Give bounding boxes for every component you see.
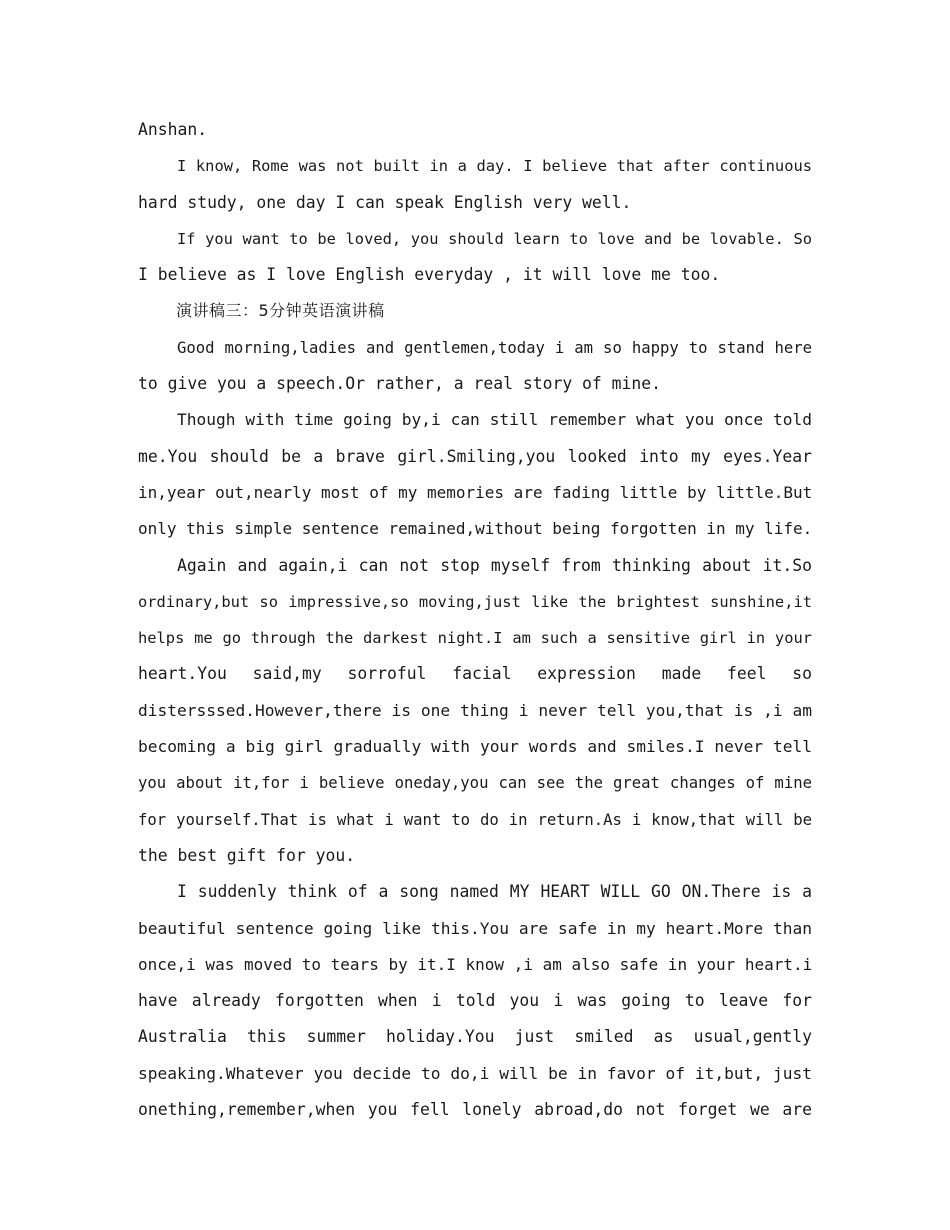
section-heading: 演讲稿三：5分钟英语演讲稿 <box>176 301 385 321</box>
text-line: I suddenly think of a song named MY HEART WILL GO ON.There is a <box>177 882 812 902</box>
document-page <box>138 112 812 1128</box>
text-line: hard study, one day I can speak English very well. <box>138 192 632 212</box>
text-line: I believe as I love English everyday , it will love me too. <box>138 265 721 285</box>
text-line: I know, Rome was not built in a day. I believe that after continuous <box>177 157 812 176</box>
text-line: becoming a big girl gradually with your words and smiles.I never tell <box>138 737 812 757</box>
text-line: Though with time going by,i can still remember what you once told <box>177 410 812 430</box>
text-line: for yourself.That is what i want to do in return.As i know,that will be <box>138 810 812 829</box>
text-line: have already forgotten when i told you i was going to leave for <box>138 991 812 1011</box>
text-line: distersssed.However,there is one thing i never tell you,that is ,i am <box>138 700 812 720</box>
text-line: you about it,for i believe oneday,you can see the great changes of mine <box>138 774 812 793</box>
text-line: If you want to be loved, you should learn to love and be lovable. So <box>177 229 812 248</box>
text-line: speaking.Whatever you decide to do,i will be in favor of it,but, just <box>138 1063 812 1083</box>
text-line: in,year out,nearly most of my memories are fading little by little.But <box>138 482 813 502</box>
text-line: to give you a speech.Or rather, a real story of mine. <box>138 374 662 394</box>
text-line: ordinary,but so impressive,so moving,just like the brightest sunshine,it <box>138 592 812 611</box>
text-line: the best gift for you. <box>138 845 356 865</box>
text-line: Again and again,i can not stop myself from thinking about it.So <box>177 555 812 575</box>
text-line: heart.You said,my sorroful facial expression made feel so <box>138 664 812 684</box>
text-line: Australia this summer holiday.You just smiled as usual,gently <box>138 1027 812 1047</box>
text-line: helps me go through the darkest night.I am such a sensitive girl in your <box>138 629 812 648</box>
text-line: me.You should be a brave girl.Smiling,you looked into my eyes.Year <box>138 446 812 466</box>
text-line: Anshan. <box>138 120 208 139</box>
text-line: onething,remember,when you fell lonely abroad,do not forget we are <box>138 1100 812 1120</box>
text-line: once,i was moved to tears by it.I know ,i am also safe in your heart.i <box>138 954 813 974</box>
text-line: Good morning,ladies and gentlemen,today i am so happy to stand here <box>177 338 812 357</box>
text-line: only this simple sentence remained,without being forgotten in my life. <box>138 519 813 539</box>
text-line: beautiful sentence going like this.You are safe in my heart.More than <box>138 918 812 938</box>
